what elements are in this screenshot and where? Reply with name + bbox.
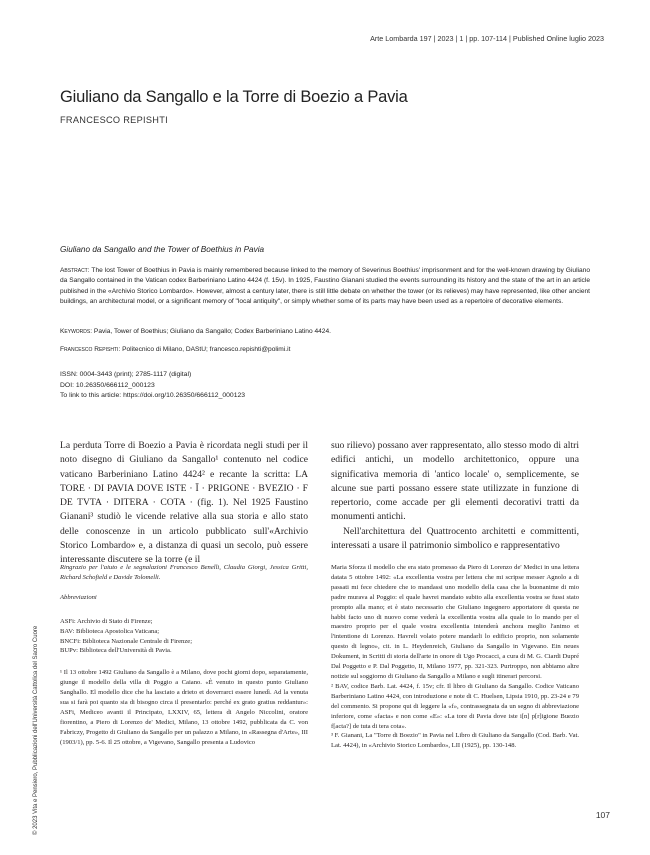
notes-column-right bbox=[331, 563, 579, 751]
affiliation-label: Francesco Repishti: bbox=[60, 346, 121, 353]
page-number: 107 bbox=[595, 810, 610, 820]
author-affiliation bbox=[60, 346, 590, 353]
article-identifiers bbox=[60, 370, 245, 402]
abbreviations-title: Abbreviazioni bbox=[60, 593, 97, 601]
running-head: Arte Lombarda 197 | 2023 | 1 | pp. 107-114 | Published Online luglio 2023 bbox=[370, 34, 604, 43]
doi: DOI: 10.26350/666112_000123 bbox=[60, 381, 155, 389]
footnote-2: ² BAV, codice Barb. Lat. 4424, f. 15v; cfr. Il libro di Giuliano da Sangallo. Codice Vaticano Barberiniano Latino 4424, con introduzione e note di C. Huelsen, Lipsia 1910, pp. 23-24 e 79 del commento. Si propone qui di leggere la «f», contrassegnata da un segno di abbreviazione inferiore, come «facta» e non come «E»: «La tore di Pavia dove iste i[n] p[r]igione Buezio f[acta?] de tuta di tera cota». bbox=[331, 682, 579, 730]
body-paragraph-2: Nell'architettura del Quattrocento architetti e committenti, interessati a usare il patrimonio simbolico e rappresentativo bbox=[331, 525, 579, 552]
abbreviation-item: BUPv: Biblioteca dell'Università di Pavia. bbox=[60, 647, 172, 655]
abstract-label: Abstract: bbox=[60, 267, 90, 274]
abbreviation-item: BAV: Biblioteca Apostolica Vaticana; bbox=[60, 627, 160, 635]
footnote-3: ³ F. Gianani, La "Torre di Boezio" in Pavia nel Libro di Giuliano da Sangallo (Cod. Barb. Vat. Lat. 4424), in «Archivio Storico Lombardo», LII (1925), pp. 130-148. bbox=[331, 732, 579, 750]
notes-column-left bbox=[60, 563, 308, 748]
side-copyright: © 2023 Vita e Pensiero, Pubblicazioni dell'Università Cattolica del Sacro Cuore bbox=[33, 625, 39, 835]
affiliation-text: Politecnico di Milano, DAStU; francesco.repishti@polimi.it bbox=[122, 346, 291, 353]
abstract-text: The lost Tower of Boethius in Pavia is mainly remembered because linked to the memory of Severinus Boethius' imprisonment and for the well-known drawing by Giuliano da Sangallo contained in the Vatican codex Barberiniano Latino 4424 (f. 15v). In 1925, Faustino Gianani studied the events surrounding its history and the state of the art in an article published in the «Archivio Storico Lombardo». However, almost a century later, there is still little debate on whether the tower (or its relieves) may have represented, like other ancient buildings, an architectural model, or a significant memory of "local antiquity", or simply whether some of its parts may have been used as a repertoire of decorative elements. bbox=[60, 267, 591, 305]
issn: ISSN: 0004-3443 (print); 2785-1117 (digital) bbox=[60, 371, 192, 378]
body-column-left bbox=[60, 439, 308, 568]
keywords-label: Keywords: bbox=[60, 328, 93, 335]
article-title: Giuliano da Sangallo e la Torre di Boezio a Pavia bbox=[60, 88, 408, 106]
body-paragraph: La perduta Torre di Boezio a Pavia è ricordata negli studi per il noto disegno di Giuliano da Sangallo¹ contenuto nel codice vaticano Barberiniano Latino 4424² e recante la scritta: LA TORE · DI PAVIA DOVE ISTE · Ī · PRIGONE · BVEZIO · F DE TVTA · DITERA · COTA · (fig. 1). Nel 1925 Faustino Gianani³ studiò le vicende relative alla sua storia e allo stato delle conoscenze in un articolo pubblicato sull'«Archivio Storico Lombardo» e, a distanza di quasi un secolo, può essere interessante discutere se la torre (e il bbox=[60, 440, 308, 566]
abbreviations-list bbox=[60, 617, 308, 657]
english-title: Giuliano da Sangallo and the Tower of Boethius in Pavia bbox=[60, 245, 265, 254]
footnote-1: ¹ Il 13 ottobre 1492 Giuliano da Sangallo è a Milano, dove pochi giorni dopo, separatamente, giunge il modello della villa di Poggio a Caiano. «È venuto in questo punto Giuliano Sanghallo. El modello dice che ha lasciato a drieto et doverrarci essere lunedì. Ad la venuta sua si farà poi quanto sia di bisogno circa il presentarlo: perché ex grato gratius reddantur»: ASFi, Mediceo avanti il Principato, LXXIV, 65, lettera di Angelo Niccolini, oratore fiorentino, a Piero di Lorenzo de' Medici, Milano, 13 ottobre 1492, pubblicata da C. von Fabriczy, Progetto di Giuliano da Sangallo per un palazzo a Milano, in «Rassegna d'Arte», III (1903/1), pp. 5-6. Il 25 ottobre, a Vigevano, Sangallo presenta a Ludovico bbox=[60, 669, 308, 746]
keywords-text: Pavia, Tower of Boethius; Giuliano da Sangallo; Codex Barberiniano Latino 4424. bbox=[93, 328, 331, 335]
body-paragraph-continued: suo rilievo) possano aver rappresentato, allo stesso modo di altri edifici antichi, un modello architettonico, oppure una significativa memoria di 'antico locale' o, semplicemente, se alcune sue parti possano essere state utilizzate in funzione di repertorio, come accade per gli elementi decorativi tratti da monumenti antichi. bbox=[331, 440, 579, 523]
keywords bbox=[60, 328, 590, 335]
abstract bbox=[60, 266, 590, 307]
abbreviation-item: ASFi: Archivio di Stato di Firenze; bbox=[60, 617, 153, 625]
abbreviation-item: BNCFi: Biblioteca Nazionale Centrale di Firenze; bbox=[60, 637, 193, 645]
body-column-right bbox=[331, 439, 579, 553]
author-name: FRANCESCO REPISHTI bbox=[60, 115, 169, 125]
acknowledgements: Ringrazio per l'aiuto e le segnalazioni Francesco Benelli, Claudia Giorgi, Jessica Gritti, Richard Schofield e Davide Tolomelli. bbox=[60, 564, 308, 581]
footnote-1-continued: Maria Sforza il modello che era stato promesso da Piero di Lorenzo de' Medici in una lettera datata 5 ottobre 1492: «La excellentia vostra per lettera che mi scripse messer Agnolo a di passati mi fece chiedere che io mandassi uno modello della casa che la buonanime di mio padre murava al Poggio: el quale havrei mandato subito alla excellentia vostra se fussi stato prompto alla mano; et è stato necessario che Giuliano ingegnero apportatore di questa ne habbi facto uno di nuovo come vederà la excellentia vostra alla quale io lo mando per el maestro proprio per el quale vostra excellentia intenderà anchora meglio l'animo et l'intentione di Lorenzo. Havreli volato potere mandarli lo edificio proprio, non solamente questo di legno», cit. in L. Heydenreich, Giuliano da Sangallo in Vigevano. Ein neues Dokument, in Scritti di storia dell'arte in onore di Ugo Procacci, a cura di M. G. Ciardi Dupré Dal Poggetto e P. Dal Poggetto, II, Milano 1977, pp. 321-323. Purtroppo, non abbiamo altre notizie sul soggiorno di Giuliano da Sangallo a Milano e sugli itinerari percorsi. bbox=[331, 564, 579, 680]
doi-link[interactable]: To link to this article: https://doi.org/10.26350/666112_000123 bbox=[60, 392, 246, 399]
